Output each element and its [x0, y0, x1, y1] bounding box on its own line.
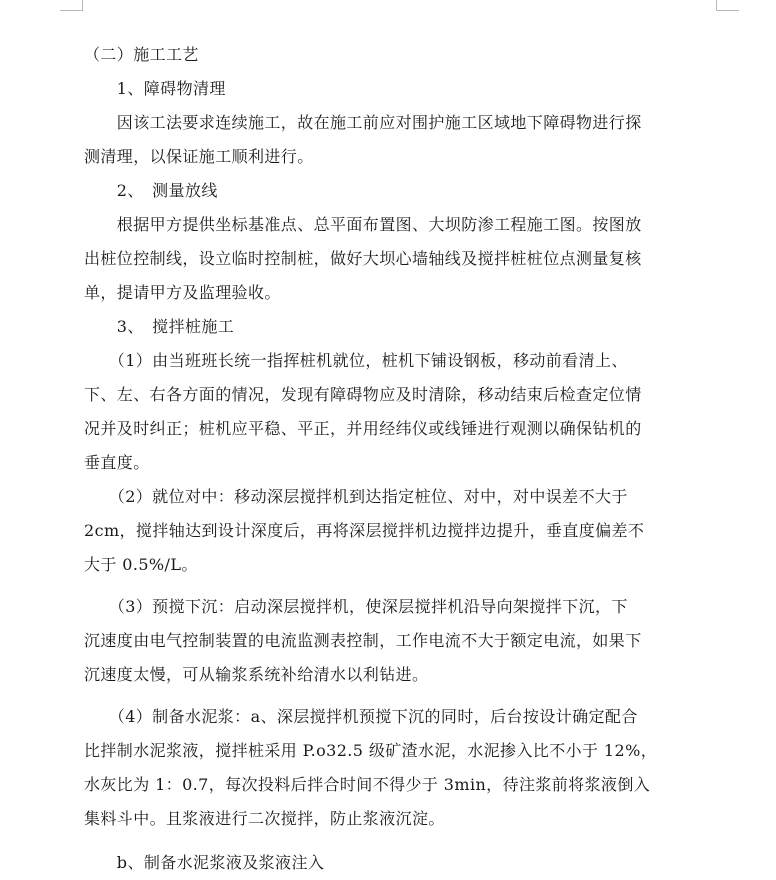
- paragraph-line: （4）制备水泥浆：a、深层搅拌机预搅下沉的同时，后台按设计确定配合: [84, 707, 638, 726]
- paragraph-line: 比拌制水泥浆液，搅拌桩采用 P.o32.5 级矿渣水泥，水泥掺入比不小于 12%，: [84, 741, 658, 760]
- subheading-survey-layout: 2、 测量放线: [84, 181, 218, 200]
- section-heading: （二）施工工艺: [84, 45, 199, 64]
- paragraph-line: 沉速度太慢，可从输浆系统补给清水以利钻进。: [84, 665, 429, 684]
- subheading-obstacle-clearing: 1、障碍物清理: [84, 79, 226, 98]
- paragraph-line: b、制备水泥浆液及浆液注入: [84, 853, 325, 872]
- paragraph-line: （2）就位对中：移动深层搅拌机到达指定桩位、对中，对中误差不大于: [84, 487, 628, 506]
- paragraph-line: 况并及时纠正；桩机应平稳、平正，并用经纬仪或线锤进行观测以确保钻机的: [84, 419, 642, 438]
- subheading-mixing-pile: 3、 搅拌桩施工: [84, 317, 235, 336]
- paragraph-line: （3）预搅下沉：启动深层搅拌机，使深层搅拌机沿导向架搅拌下沉，下: [84, 597, 628, 616]
- paragraph-line: （1）由当班班长统一指挥桩机就位，桩机下铺设钢板，移动前看清上、: [84, 351, 628, 370]
- paragraph-line: 水灰比为 1：0.7，每次投料后拌合时间不得少于 3min，待注浆前将浆液倒入: [84, 775, 651, 794]
- paragraph-line: 集料斗中。且浆液进行二次搅拌，防止浆液沉淀。: [84, 809, 445, 828]
- crop-mark-top-left: [60, 0, 83, 11]
- paragraph-line: 因该工法要求连续施工，故在施工前应对围护施工区域地下障碍物进行探: [84, 113, 642, 132]
- paragraph-line: 沉速度由电气控制装置的电流监测表控制，工作电流不大于额定电流，如果下: [84, 631, 642, 650]
- paragraph-line: 垂直度。: [84, 453, 150, 472]
- paragraph-line: 根据甲方提供坐标基准点、总平面布置图、大坝防渗工程施工图。按图放: [84, 215, 642, 234]
- paragraph-line: 下、左、右各方面的情况，发现有障碍物应及时清除，移动结束后检查定位情: [84, 385, 642, 404]
- paragraph-line: 测清理，以保证施工顺利进行。: [84, 147, 314, 166]
- document-body: [84, 38, 724, 880]
- crop-mark-top-right: [716, 0, 739, 11]
- paragraph-line: 大于 0.5%/L。: [84, 555, 198, 574]
- paragraph-line: 单，提请甲方及监理验收。: [84, 283, 281, 302]
- paragraph-line: 2cm，搅拌轴达到设计深度后，再将深层搅拌机边搅拌边提升，垂直度偏差不: [84, 521, 645, 540]
- paragraph-line: 出桩位控制线，设立临时控制桩，做好大坝心墙轴线及搅拌桩桩位点测量复核: [84, 249, 642, 268]
